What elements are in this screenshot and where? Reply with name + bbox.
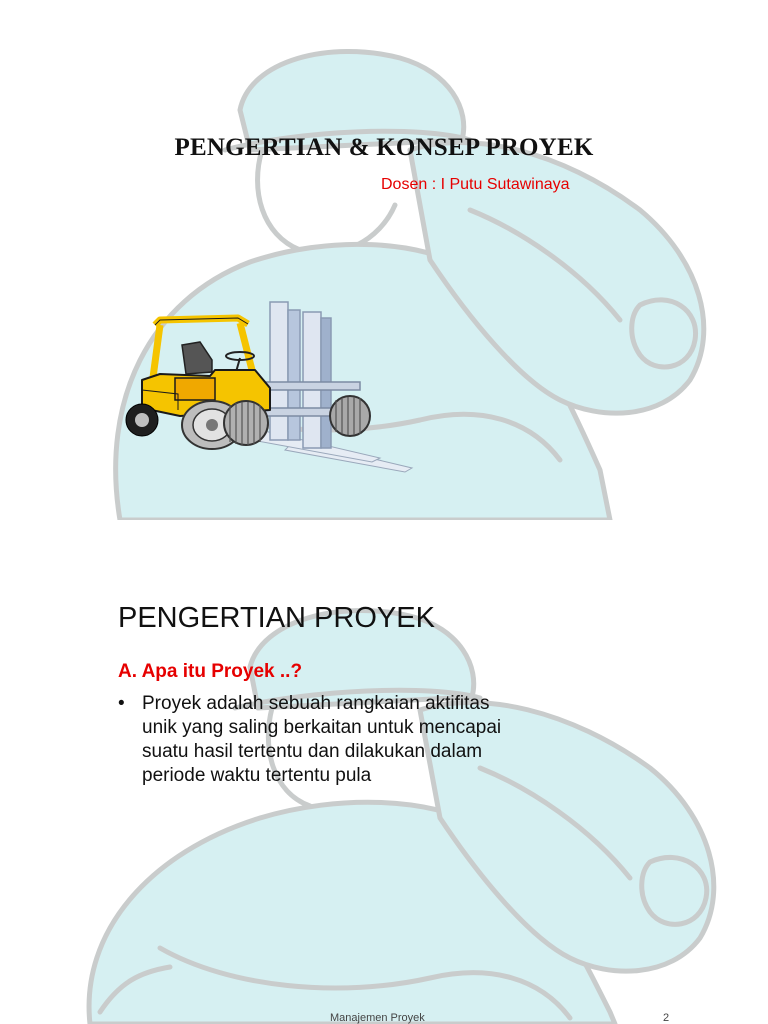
engineer-watermark-icon xyxy=(0,572,768,1024)
slide-2 xyxy=(0,572,768,1024)
lecturer-name: Dosen : I Putu Sutawinaya xyxy=(381,176,570,193)
bullet-item xyxy=(118,692,518,788)
page-number: 2 xyxy=(663,1012,670,1024)
slide-title: PENGERTIAN PROYEK xyxy=(118,602,435,634)
bullet-icon: • xyxy=(118,693,125,714)
forklift-icon xyxy=(120,290,420,480)
section-heading: A. Apa itu Proyek ..? xyxy=(118,661,303,682)
bullet-text: Proyek adalah sebuah rangkaian aktifitas unik yang saling berkaitan untuk mencapai suatu hasil tertentu dan dilakukan dalam periode waktu tertentu pula xyxy=(142,693,502,786)
footer-course: Manajemen Proyek xyxy=(330,1012,425,1024)
slide-title: PENGERTIAN & KONSEP PROYEK xyxy=(174,134,594,161)
